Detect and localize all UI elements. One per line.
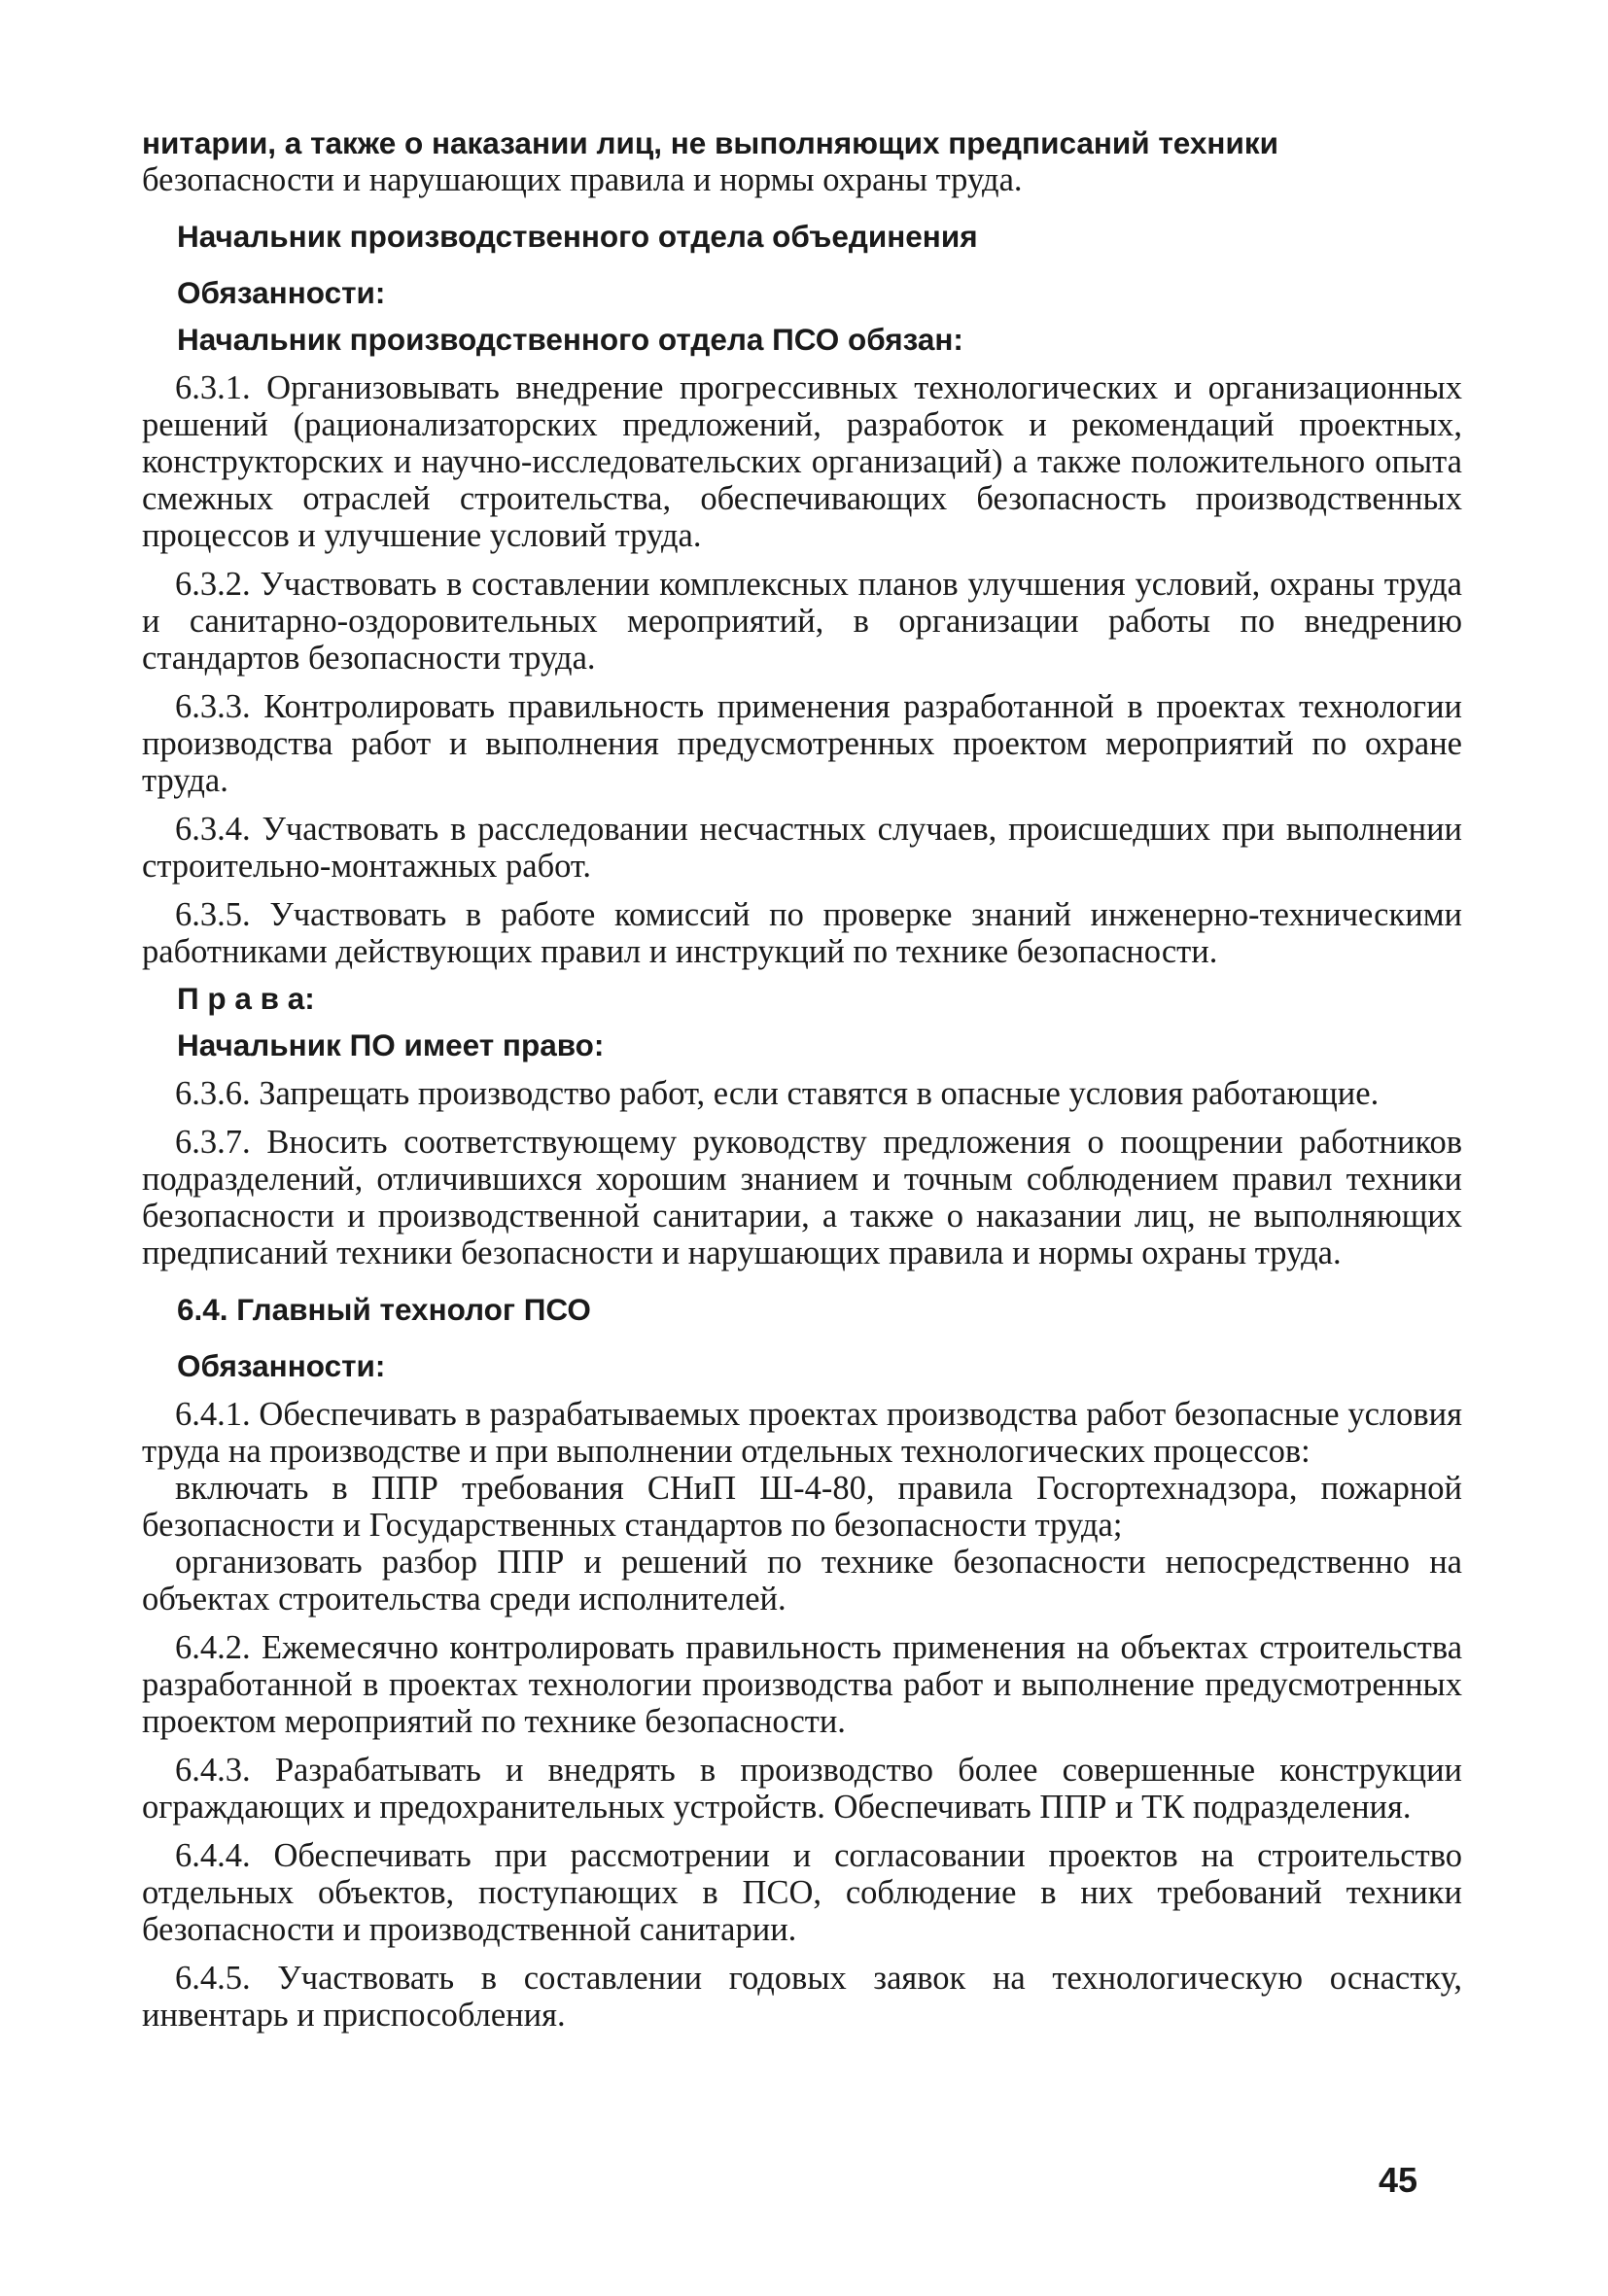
- item-text: Участвовать в расследовании несчастных случаев, происшедших при выполнении строительно-монтажных работ.: [142, 811, 1462, 885]
- item-text: Организовывать внедрение прогрессивных технологических и организационных решений (рационализаторских предложений, разработок и рекомендаций проектных, конструкторских и научно-исследовательских организаций) а также положительного опыта смежных отраслей строительства, обеспечивающих безопасность производственных процессов и улучшение условий труда.: [142, 369, 1462, 554]
- item-645: [142, 1960, 1462, 2034]
- item-number: 6.4.1.: [175, 1396, 251, 1433]
- item-text: Ежемесячно контролировать правильность применения на объектах строительства разработанной в проектах технологии производства работ и выполнение предусмотренных проектом мероприятий по технике безопасности.: [142, 1629, 1463, 1740]
- item-634: [142, 811, 1462, 885]
- item-633: [142, 688, 1462, 799]
- item-text: Разрабатывать и внедрять в производство более совершенные конструкции ограждающих и предохранительных устройств. Обеспечивать ППР и ТК подразделения.: [142, 1752, 1462, 1826]
- item-643: [142, 1752, 1462, 1826]
- item-text: Участвовать в работе комиссий по проверке знаний инженерно-техническими работниками действующих правил и инструкций по технике безопасности.: [142, 896, 1462, 970]
- section-63-duties-label: Обязанности:: [177, 275, 386, 310]
- item-text: Обеспечивать при рассмотрении и согласовании проектов на строительство отдельных объектов, поступающих в ПСО, соблюдение в них требований техники безопасности и производственной санитарии.: [142, 1837, 1462, 1948]
- item-number: 6.3.6.: [175, 1075, 251, 1112]
- item-642: [142, 1629, 1462, 1740]
- item-644: [142, 1837, 1462, 1948]
- section-63-heading: Начальник производственного отдела объединения: [177, 219, 978, 254]
- item-number: 6.3.7.: [175, 1124, 251, 1161]
- item-number: 6.3.4.: [175, 811, 251, 848]
- item-number: 6.4.5.: [175, 1960, 251, 1997]
- item-641: [142, 1396, 1462, 1470]
- item-636: [142, 1075, 1462, 1112]
- item-text: Вносить соответствующему руководству предложения о поощрении работников подразделений, отличившихся хорошим знанием и точным соблюдением правил техники безопасности и производственной санитарии, а также о наказании лиц, не выполняющих предписаний техники безопасности и нарушающих правила и нормы охраны труда.: [142, 1124, 1463, 1271]
- intro-line-1: нитарии, а также о наказании лиц, не выполняющих предписаний техники: [142, 125, 1278, 160]
- item-635: [142, 896, 1462, 970]
- item-631: [142, 369, 1462, 554]
- section-64-duties-label: Обязанности:: [177, 1348, 386, 1383]
- item-number: 6.3.1.: [175, 369, 251, 406]
- item-text: Участвовать в составлении комплексных планов улучшения условий, охраны труда и санитарно-оздоровительных мероприятий, в организации работы по внедрению стандартов безопасности труда.: [142, 566, 1462, 677]
- item-number: 6.3.2.: [175, 566, 251, 603]
- section-64-heading: 6.4. Главный технолог ПСО: [177, 1292, 591, 1327]
- item-number: 6.4.2.: [175, 1629, 251, 1666]
- rights-intro: Начальник ПО имеет право:: [177, 1027, 605, 1062]
- item-text: Участвовать в составлении годовых заявок на технологическую оснастку, инвентарь и приспособления.: [142, 1960, 1462, 2034]
- item-number: 6.3.3.: [175, 688, 251, 725]
- page-number: 45: [1379, 2160, 1418, 2200]
- item-text: Контролировать правильность применения разработанной в проектах технологии производства работ и выполнения предусмотренных проектом мероприятий по охране труда.: [142, 688, 1462, 799]
- item-641-sub-1: включать в ППР требования СНиП Ш-4-80, правила Госгортехнадзора, пожарной безопасности и Государственных стандартов по безопасности труда;: [142, 1470, 1462, 1544]
- item-text: Запрещать производство работ, если ставятся в опасные условия работающие.: [259, 1075, 1380, 1112]
- item-637: [142, 1124, 1462, 1271]
- item-number: 6.3.5.: [175, 896, 251, 933]
- rights-label: П р а в а:: [177, 981, 315, 1016]
- item-number: 6.4.4.: [175, 1837, 251, 1874]
- item-number: 6.4.3.: [175, 1752, 251, 1789]
- section-63-duties-intro: Начальник производственного отдела ПСО обязан:: [177, 322, 963, 357]
- item-text: Обеспечивать в разрабатываемых проектах производства работ безопасные условия труда на производстве и при выполнении отдельных технологических процессов:: [142, 1396, 1462, 1470]
- item-641-sub-2: организовать разбор ППР и решений по технике безопасности непосредственно на объектах строительства среди исполнителей.: [142, 1544, 1462, 1618]
- intro-line-2: безопасности и нарушающих правила и нормы охраны труда.: [142, 161, 1023, 198]
- item-632: [142, 566, 1462, 677]
